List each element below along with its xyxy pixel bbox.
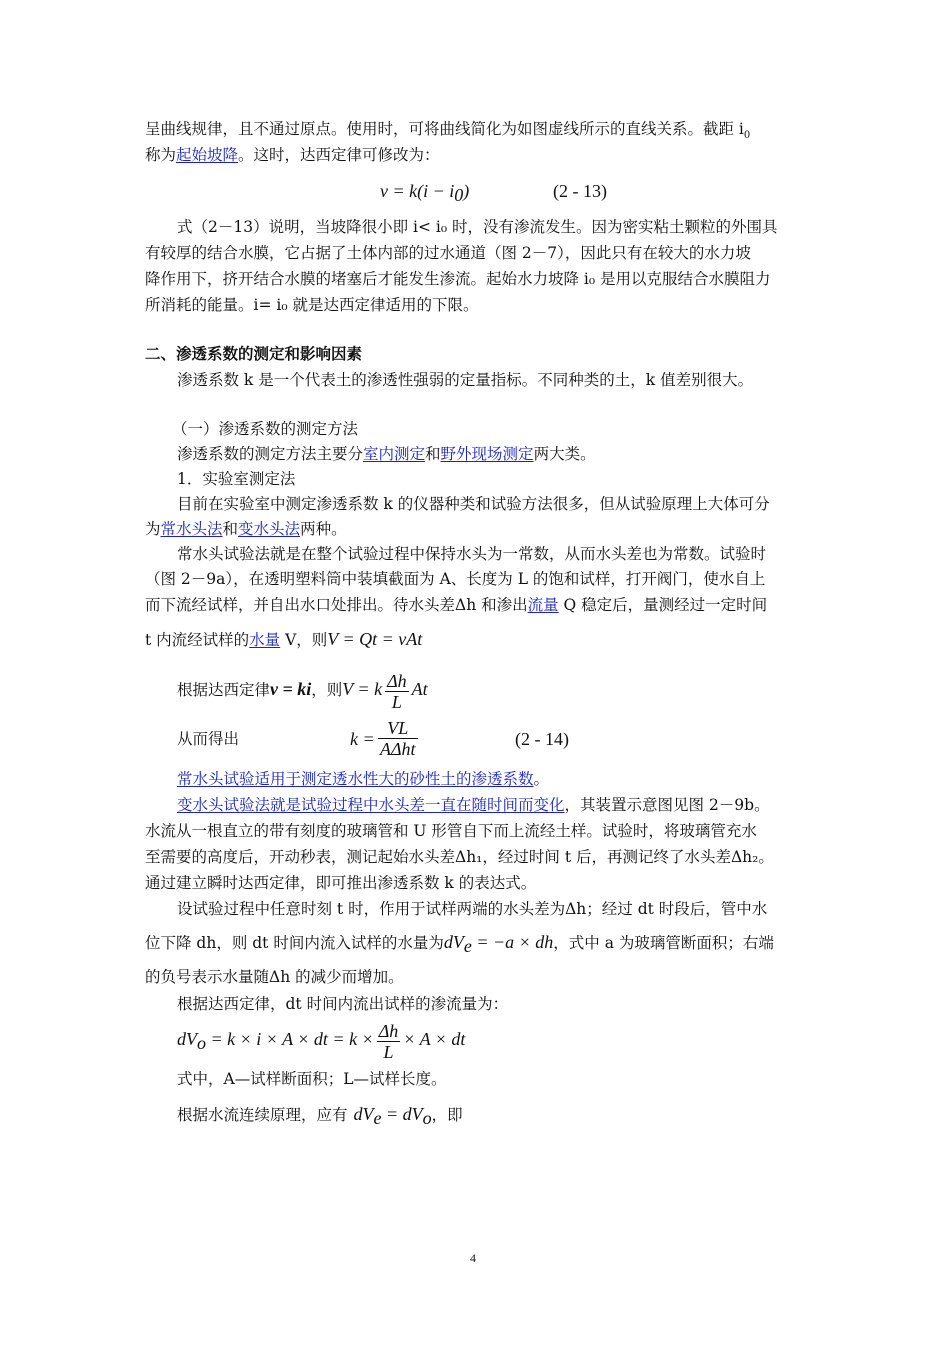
section-heading: 二、渗透系数的测定和影响因素 — [145, 345, 363, 363]
text-line: 而下流经试样，并自出水口处排出。待水头差Δh 和渗出流量 Q 稳定后，量测经过一定时间 — [145, 596, 768, 614]
text-line: 式中，A—试样断面积；L—试样长度。 — [177, 1070, 447, 1088]
equation-2-13: $v = k(i - i_0)$ (2 - 13) — [380, 181, 607, 206]
text-line: 称为起始坡降。这时，达西定律可修改为： — [145, 146, 440, 164]
equation-line: 根据达西定律v = ki，则V = k $\frac{\Delta h}{L}$ At — [177, 670, 428, 712]
text-line: 有较厚的结合水膜，它占据了土体内部的过水通道（图 2－7），因此只有在较大的水力坡 — [145, 244, 751, 262]
link-lab-test[interactable]: 室内测定 — [363, 445, 426, 463]
text-line: 位下降 dh，则 dt 时间内流入试样的水量为$dV_e = -a$ × dh，式中 a 为玻璃管断面积；右端 — [145, 932, 774, 957]
text-line: 渗透系数的测定方法主要分室内测定和野外现场测定两大类。 — [177, 445, 596, 463]
text-line: 的负号表示水量随Δh 的减少而增加。 — [145, 968, 404, 986]
link-constant-head-scope[interactable]: 常水头试验适用于测定透水性大的砂性土的渗透系数 — [177, 770, 534, 788]
text-line: 目前在实验室中测定渗透系数 k 的仪器种类和试验方法很多，但从试验原理上大体可分 — [177, 495, 770, 513]
link-falling-head-definition[interactable]: 变水头试验法就是试验过程中水头差一直在随时间而变化 — [177, 796, 565, 814]
link-field-test[interactable]: 野外现场测定 — [440, 445, 534, 463]
text-line: 常水头试验法就是在整个试验过程中保持水头为一常数，从而水头差也为常数。试验时 — [177, 545, 767, 563]
subsection-heading: （一）渗透系数的测定方法 — [172, 420, 359, 438]
equation-2-14: 从而得出 k = VL AΔht (2 - 14) — [177, 718, 569, 759]
text-line: 变水头试验法就是试验过程中水头差一直在随时间而变化，其装置示意图见图 2－9b。 — [177, 796, 770, 814]
text-line: 式（2－13）说明，当坡降很小即 i< i₀ 时，没有渗流发生。因为密实粘土颗粒的外围具 — [177, 218, 778, 236]
link-starting-gradient[interactable]: 起始坡降 — [176, 146, 239, 164]
link-falling-head[interactable]: 变水头法 — [238, 520, 301, 538]
link-constant-head[interactable]: 常水头法 — [160, 520, 223, 538]
text-line: 根据水流连续原理，应有 $dV_e = dV_o$，即 — [177, 1104, 463, 1129]
text-line: 所消耗的能量。i= i₀ 就是达西定律适用的下限。 — [145, 296, 479, 314]
text-line: 常水头试验适用于测定透水性大的砂性土的渗透系数。 — [177, 770, 550, 788]
link-flow-rate[interactable]: 流量 — [527, 596, 559, 614]
link-water-volume[interactable]: 水量 — [249, 631, 281, 649]
text-line: 呈曲线规律，且不通过原点。使用时，可将曲线简化为如图虚线所示的直线关系。截距 $i_0$ — [145, 120, 751, 142]
text-line: 降作用下，挤开结合水膜的堵塞后才能发生渗流。起始水力坡降 i₀ 是用以克服结合水膜阻力 — [145, 270, 771, 288]
text-line: 渗透系数 k 是一个代表土的渗透性强弱的定量指标。不同种类的土，k 值差别很大。 — [177, 371, 754, 389]
text-line: 水流从一根直立的带有刻度的玻璃管和 U 形管自下而上流经土样。试验时，将玻璃管充水 — [145, 822, 757, 840]
text-line: （图 2－9a），在透明塑料筒中装填截面为 A、长度为 L 的饱和试样，打开阀门，使水自上 — [145, 570, 766, 588]
text-line: 设试验过程中任意时刻 t 时，作用于试样两端的水头差为Δh；经过 dt 时段后，管中水 — [177, 900, 768, 918]
text-line: 至需要的高度后，开动秒表，测记起始水头差Δh₁，经过时间 t 后，再测记终了水头差Δh₂。 — [145, 848, 774, 866]
text-line: 1．实验室测定法 — [177, 470, 296, 488]
text-line: 为常水头法和变水头法两种。 — [145, 520, 347, 538]
text-line: 根据达西定律，dt 时间内流出试样的渗流量为： — [177, 995, 509, 1013]
page-number: 4 — [470, 1251, 476, 1265]
text-line: t 内流经试样的水量 V，则V = Qt = vAt — [145, 629, 423, 649]
equation-line: $dV_o = k \times i \times A$ × dt = k × $\frac{\Delta h}{L}$ × A × dt — [177, 1020, 466, 1062]
text-line: 通过建立瞬时达西定律，即可推出渗透系数 k 的表达式。 — [145, 874, 537, 892]
